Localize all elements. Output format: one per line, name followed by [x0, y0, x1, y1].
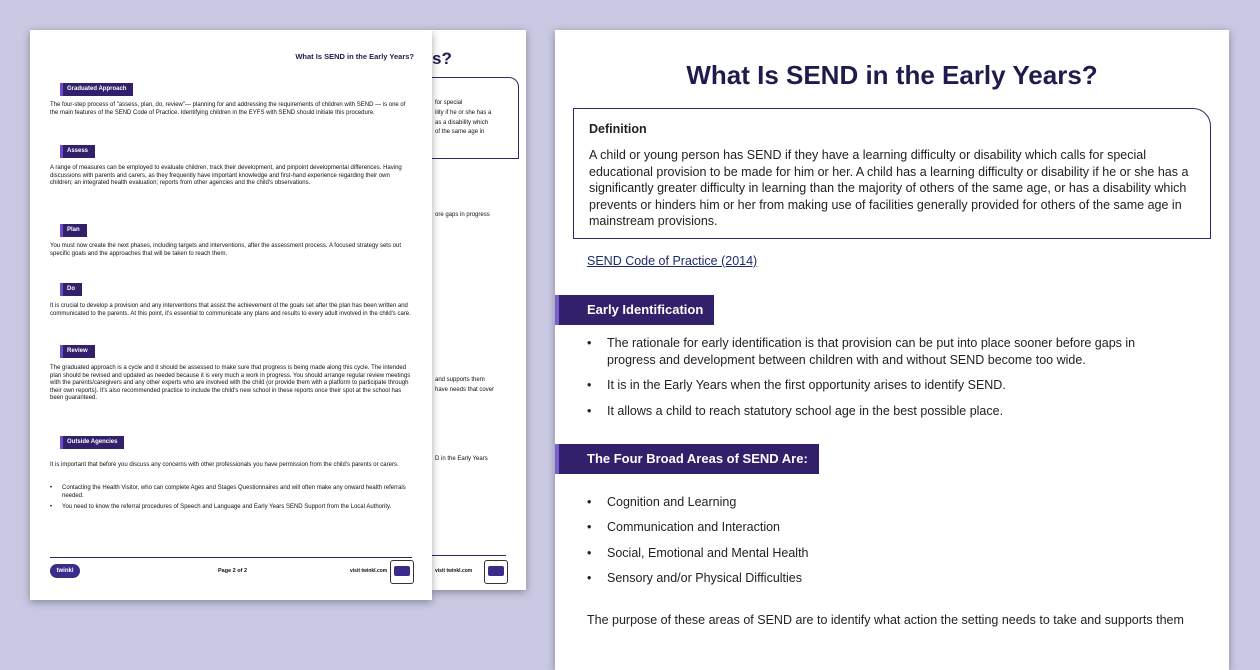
list-item: • Contacting the Health Visitor, who can complete Ages and Stages Questionnaires and will often make any onward health referrals needed. — [50, 485, 406, 499]
back-page-definition-box — [432, 77, 519, 159]
list-item: • The rationale for early identification is that provision can be put into place sooner before gaps in progress and development between children with and without SEND become too wide. — [587, 335, 1187, 368]
back-def-line: for special — [435, 100, 463, 106]
section-text-graduated-approach: The four-step process of "assess, plan, do, review"— planning for and addressing the requirements of children with SEND — is one of the main features of the SEND Code of Practice. Identifying children in the EYFS with SEND should initiate this procedure. — [50, 102, 406, 116]
definition-text: A child or young person has SEND if they have a learning difficulty or disability which calls for special educational provision to be made for him or her. A child has a learning difficulty or disability if he or she has a significantly greater difficulty in learning than the majority of others of the same age, or has a disability which prevents or hinders him or her from making use of facilities generally provided for others of the same age in mainstream provisions. — [589, 148, 1189, 229]
back-text-line: have needs that cover — [435, 387, 495, 393]
section-heading-do: Do — [60, 283, 82, 296]
section-text-assess: A range of measures can be employed to evaluate children, track their development, and pinpoint developmental differences. Having discussions with parents and carers, as they frequently have important knowledge and first-hand experience regarding their own children; an integrated health evaluation; reports from other agencies and the child's observations. — [50, 165, 402, 187]
section-heading-outside-agencies: Outside Agencies — [60, 436, 124, 449]
section-text-outside-agencies: It is important that before you discuss any concerns with other professionals you have permission from the child's parents or carers. — [50, 462, 399, 468]
twinkl-logo: twinkl — [50, 564, 80, 578]
section-heading-four-broad-areas: The Four Broad Areas of SEND Are: — [555, 444, 819, 474]
section-text-do: It is crucial to develop a provision and any interventions that assist the achievement of the goals set after the plan has been written and communicated to the parents. At this point, it's essential to communicate any plans and results to every adult involved in the child's care. — [50, 303, 411, 317]
footer-badge-icon — [390, 560, 414, 584]
back-def-line: of the same age in — [435, 129, 485, 135]
front-footer-line — [50, 557, 412, 558]
purpose-text: The purpose of these areas of SEND are to identify what action the setting needs to take and supports them — [587, 613, 1184, 627]
definition-label: Definition — [589, 122, 647, 136]
back-text-line: and supports them — [435, 377, 485, 383]
back-footer-url: visit twinkl.com — [435, 568, 473, 574]
list-item: • Cognition and Learning — [587, 494, 1187, 511]
back-def-line: as a disability which — [435, 120, 489, 126]
section-text-plan: You must now create the next phases, including targets and interventions, after the assessment process. A focused strategy sets out specific goals and the approaches that will be taken to reach them. — [50, 243, 401, 257]
list-item: • It is in the Early Years when the first opportunity arises to identify SEND. — [587, 377, 1187, 394]
list-item-text: You need to know the referral procedures of Speech and Language and Early Years SEND Support from the Local Authority. — [62, 504, 392, 511]
back-text-line: D in the Early Years — [435, 456, 488, 462]
section-text-review: The graduated approach is a cycle and it should be assessed to make sure that progress is being made along this cycle. The intended plan should be revised and updated as needed because it is very much a work in progress. You should arrange regular review meetings with the parents/caregivers and any other experts who are involved with the child (or provide them with a platform to participate through their own reports). It's also recommended practice to include the child's new school in these reports once their spot at the school has been guaranteed. — [50, 365, 411, 402]
list-item: • It allows a child to reach statutory school age in the best possible place. — [587, 403, 1187, 420]
main-page — [555, 30, 1229, 670]
back-text-line: ore gaps in progress — [435, 212, 490, 218]
list-item: • Communication and Interaction — [587, 519, 1187, 536]
back-page-title-fragment: s? — [432, 49, 452, 68]
section-heading-review: Review — [60, 345, 95, 358]
footer-url: visit twinkl.com — [350, 568, 388, 574]
list-item: • Sensory and/or Physical Difficulties — [587, 570, 1187, 587]
front-page-header: What Is SEND in the Early Years? — [295, 52, 414, 61]
list-item-text: Contacting the Health Visitor, who can complete Ages and Stages Questionnaires and will often make any onward health referrals needed. — [62, 485, 406, 499]
four-areas-list — [587, 494, 1187, 586]
back-def-line: ility if he or she has a — [435, 110, 492, 116]
section-heading-assess: Assess — [60, 145, 95, 158]
back-page — [432, 30, 526, 590]
section-heading-plan: Plan — [60, 224, 87, 237]
send-code-of-practice-link[interactable]: SEND Code of Practice (2014) — [587, 254, 758, 268]
footer-page-number: Page 2 of 2 — [218, 568, 248, 574]
early-identification-list — [587, 335, 1187, 419]
outside-agencies-list — [50, 485, 414, 512]
section-heading-graduated-approach: Graduated Approach — [60, 83, 133, 96]
definition-box — [573, 108, 1211, 239]
page-title: What Is SEND in the Early Years? — [686, 60, 1098, 90]
list-item: • You need to know the referral procedures of Speech and Language and Early Years SEND Support from the Local Authority. — [50, 504, 392, 511]
list-item: • Social, Emotional and Mental Health — [587, 545, 1187, 562]
back-footer-line — [432, 555, 506, 556]
back-footer-badge-icon — [484, 560, 508, 584]
section-heading-early-identification: Early Identification — [555, 295, 714, 325]
front-page — [30, 30, 432, 600]
